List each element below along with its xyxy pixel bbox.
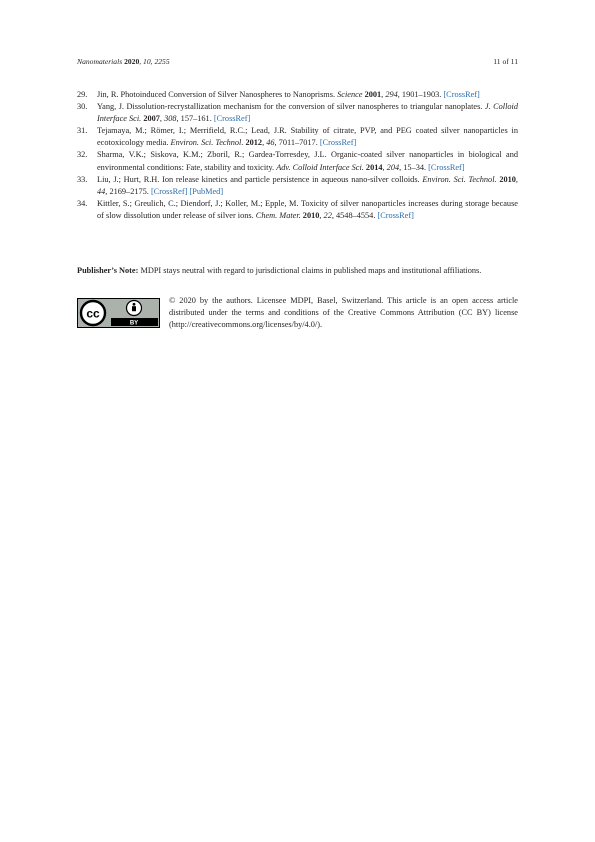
reference-italic: 308 (164, 114, 177, 124)
reference-item (77, 198, 518, 222)
reference-number: 32. (77, 150, 88, 160)
reference-italic: J. Colloid Interface Sci. (97, 102, 518, 124)
publisher-note-text: MDPI stays neutral with regard to jurisdictional claims in published maps and institutional affiliations. (138, 266, 482, 275)
reference-fragment: , (262, 138, 267, 148)
reference-fragment: Kittler, S.; Greulich, C.; Diendorf, J.; Koller, M.; Epple, M. Toxicity of silver nanoparticles increases during storage because of slow dissolution under release of silver ions. (97, 198, 518, 220)
reference-fragment: , (381, 90, 386, 99)
reference-text (97, 150, 518, 171)
reference-number: 30. (77, 102, 88, 112)
reference-italic: Environ. Sci. Technol. (170, 138, 244, 148)
reference-italic: Chem. Mater. (255, 210, 301, 220)
crossref-link[interactable]: [CrossRef] (428, 162, 465, 172)
reference-italic: 294 (385, 90, 398, 99)
by-logo-text: BY (129, 320, 139, 327)
reference-item (77, 149, 518, 173)
reference-fragment: , 2169–2175. (105, 186, 151, 196)
reference-number: 29. (77, 90, 88, 99)
crossref-link[interactable]: [CrossRef] (150, 186, 188, 196)
reference-fragment: Tejamaya, M.; Römer, I.; Merrifield, R.C.; Lead, J.R. Stability of citrate, PVP, and PEG coated silver nanoparticles in ecotoxicology media. (97, 126, 518, 148)
reference-italic: 204 (386, 162, 400, 172)
reference-item (77, 174, 518, 198)
reference-item (77, 101, 518, 125)
reference-fragment: , (319, 210, 324, 220)
reference-italic: 44 (97, 186, 106, 196)
reference-fragment: , 4548–4554. (331, 210, 378, 220)
publisher-note-label: Publisher’s Note: (77, 266, 139, 275)
reference-item (77, 89, 518, 101)
reference-number: 31. (77, 126, 88, 136)
crossref-link[interactable]: [CrossRef] (213, 114, 251, 124)
crossref-link[interactable]: [CrossRef] (377, 210, 414, 220)
page-header (77, 57, 518, 69)
reference-year: 2007 (143, 114, 160, 124)
reference-italic: Environ. Sci. Technol. (422, 174, 497, 184)
reference-number: 34. (77, 198, 88, 208)
reference-italic: 46 (266, 138, 275, 148)
reference-italic: Science (337, 90, 363, 99)
license-text: © 2020 by the authors. Licensee MDPI, Basel, Switzerland. This article is an open access article distributed under the terms and conditions of the Creative Commons Attribution (CC BY) license (http://creativecommons.org/licenses/by/4.0/). (169, 296, 518, 330)
reference-italic: Adv. Colloid Interface Sci. (276, 162, 364, 172)
reference-year: 2001 (364, 90, 382, 99)
reference-fragment: , (159, 114, 165, 124)
reference-text (97, 90, 480, 99)
reference-fragment: , 7011–7017. (274, 138, 320, 148)
cc-logo-text: cc (86, 306, 100, 321)
reference-fragment: , 15–34. (399, 162, 429, 172)
reference-year: 2010 (302, 210, 320, 220)
reference-text (97, 126, 518, 147)
cc-by-license-icon[interactable] (77, 298, 160, 328)
reference-list (77, 89, 518, 222)
reference-year: 2010 (499, 174, 516, 184)
reference-item (77, 125, 518, 149)
reference-fragment: Yang, J. Dissolution-recrystallization mechanism for the conversion of silver nanospheres to triangular nanoplates. (97, 102, 485, 112)
reference-fragment: , 1901–1903. (397, 90, 444, 99)
publisher-note (77, 265, 518, 277)
reference-fragment: Jin, R. Photoinduced Conversion of Silver Nanospheres to Nanoprisms. (97, 90, 338, 99)
reference-fragment: , (382, 162, 387, 172)
reference-year: 2012 (245, 138, 263, 148)
reference-text (97, 199, 518, 220)
reference-number: 33. (77, 174, 88, 184)
page-number: 11 of 11 (493, 57, 518, 66)
reference-italic: 22 (323, 210, 332, 220)
crossref-link[interactable]: [CrossRef] (319, 138, 357, 148)
reference-fragment: Liu, J.; Hurt, R.H. Ion release kinetics and particle persistence in aqueous nano-silver colloids. (97, 174, 423, 184)
reference-text (97, 102, 518, 123)
reference-fragment: Sharma, V.K.; Siskova, K.M.; Zboril, R.; Gardea-Torresdey, J.L. Organic-coated silver nanoparticles in biological and environmental conditions: Fate, stability and toxicity. (97, 150, 518, 172)
reference-fragment: , 157–161. (176, 114, 214, 124)
journal-citation: Nanomaterials 2020, 10, 2255 (77, 57, 170, 66)
reference-year: 2014 (365, 162, 383, 172)
reference-fragment: , (515, 174, 518, 184)
crossref-link[interactable]: [CrossRef] (443, 90, 480, 99)
pubmed-link[interactable]: [PubMed] (189, 186, 224, 196)
reference-text (97, 175, 518, 196)
